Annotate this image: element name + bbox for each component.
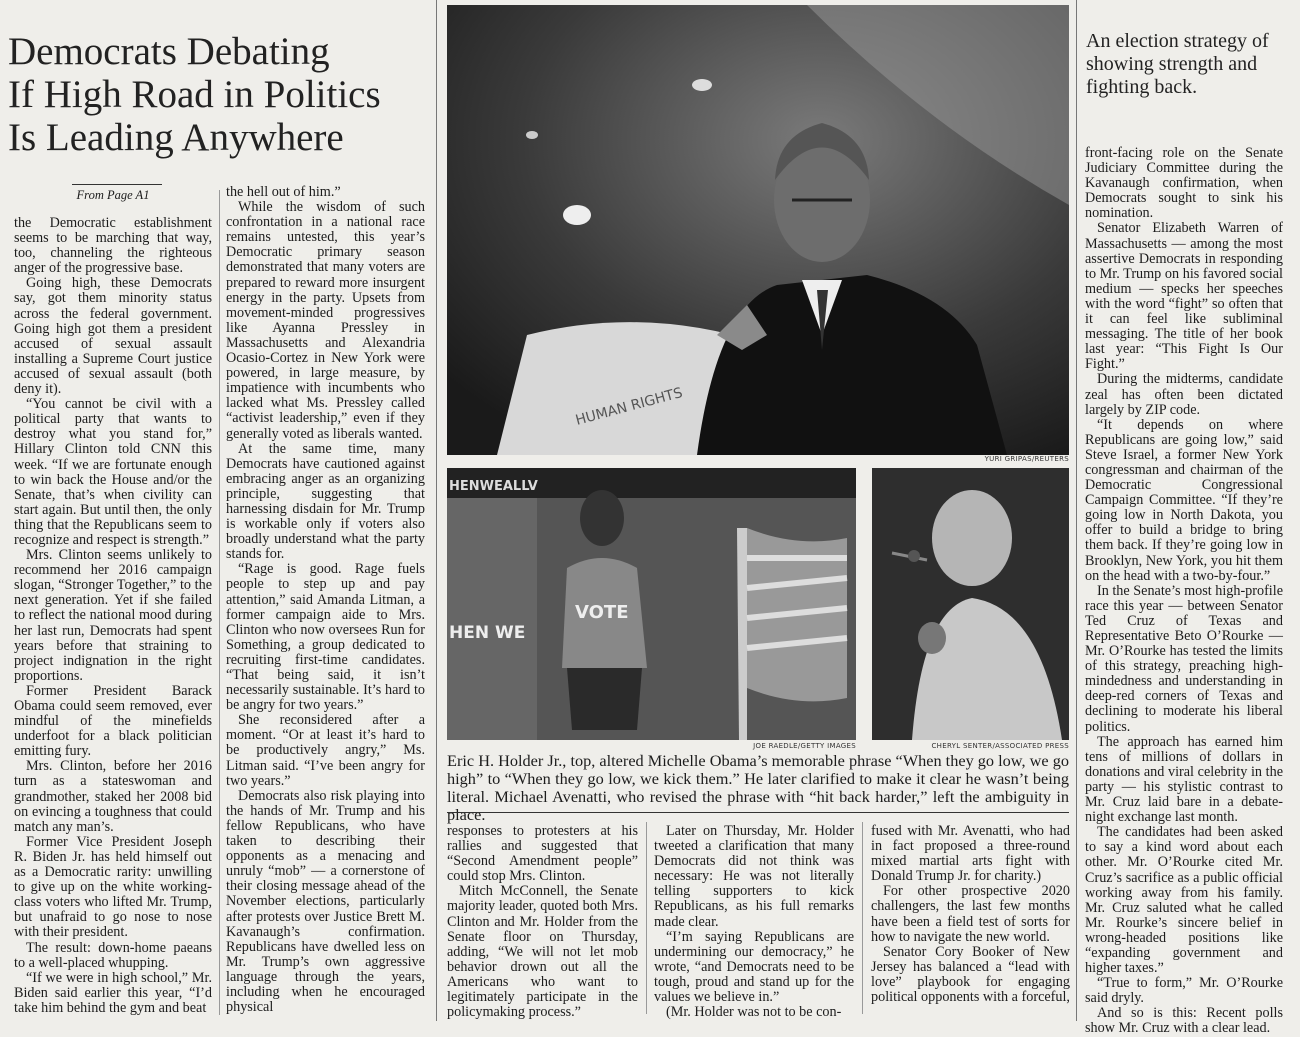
article-paragraph: Democrats also risk playing into the hands of Mr. Trump and his fellow Republicans, who have taken to describing their opponents as a menacing and unruly “mob” — a cornerstone of their closing message ahead of the November elections, particularly after protests over Justice Brett M. Kavanaugh’s confirmation. Republicans have dwelled less on Mr. Trump’s own aggressive language through the years, including when he encouraged physical (226, 787, 425, 1016)
article-paragraph: Former President Barack Obama could seem removed, ever mindful of the minefields underfoot for a black politician emitting fury. (14, 682, 212, 760)
jump-rule (72, 184, 162, 185)
article-paragraph: “Rage is good. Rage fuels people to step up and pay attention,” said Amanda Litman, a former campaign aide to Mrs. Clinton who now oversees Run for Something, a group dedicated to recruiting first-time candidates. “That being said, it isn’t necessarily sustainable. It’s hard to be angry for two years.” (226, 561, 425, 714)
article-paragraph: The result: down-home paeans to a well-placed whupping. (14, 939, 212, 971)
article-paragraph: The approach has earned him tens of millions of dollars in donations and viral celebrity in the party — his stylistic contrast to Mr. Cruz laid bare in a debate-night exchange last month. (1085, 733, 1283, 826)
headline-line: Is Leading Anywhere (8, 116, 344, 159)
article-paragraph: The candidates had been asked to say a kind word about each other. Mr. O’Rourke cited Mr. Cruz’s sacrifice as a public official working away from his family. Mr. Cruz saluted what he called Mr. Rourke’s sincere belief in wrong-headed positions like “expanding government and higher taxes.” (1085, 824, 1283, 977)
article-column-5 (871, 824, 1070, 1016)
photo-avenatti-image (872, 468, 1069, 740)
article-column-6 (1085, 145, 1283, 1037)
article-paragraph: (Mr. Holder was not to be con- (666, 1004, 842, 1021)
photo-holder-image (447, 5, 1069, 455)
jump-label: From Page A1 (76, 188, 150, 202)
headline-line: Democrats Debating (8, 30, 330, 73)
article-paragraph: “It depends on where Republicans are going low,” said Steve Israel, a former New York congressman and chairman of the Democratic Congressional Campaign Committee. “If they’re going low in North Dakota, you offer to build a bridge to bring them back. If they’re going low in Brooklyn, New York, you hit them on the head with a two-by-four.” (1085, 416, 1283, 584)
article-column-1 (14, 216, 212, 1016)
article-paragraph: Mrs. Clinton seems unlikely to recommend her 2016 campaign slogan, “Stronger Together,” to the next generation. Yet if she failed to reflect the national mood during her last run, Democrats had spent years before that straining to project indignation in the right proportions. (14, 547, 212, 684)
article-paragraph: Mrs. Clinton, before her 2016 turn as a stateswoman and grandmother, staked her 2008 bid on evincing a toughness that could match any man’s. (14, 758, 212, 835)
column-rule (646, 822, 647, 1014)
article-paragraph: fused with Mr. Avenatti, who had in fact proposed a three-round mixed martial arts fight with Donald Trump Jr. for charity.) (871, 823, 1070, 885)
article-paragraph: responses to protesters at his rallies and suggested that “Second Amendment people” could stop Mrs. Clinton. (447, 823, 638, 885)
shirt-text: VOTE (575, 602, 629, 623)
column-rule (862, 822, 863, 1014)
photo-obama (447, 468, 856, 740)
article-paragraph: While the wisdom of such confrontation in a national race remains untested, this year’s Democratic primary season demonstrated that many voters are prepared to reward more insurgent energy in the party. Upsets from movement-minded progressives like Ayanna Pressley in Massachusetts and Alexandria Ocasio-Cortez in New York were powered, in large measure, by impatience with incumbents who lacked what Ms. Pressley called “activist leadership,” even if they generally voted as liberals wanted. (226, 199, 425, 442)
headline (8, 30, 428, 159)
column-rule (436, 0, 437, 1021)
article-paragraph: “If we were in high school,” Mr. Biden said earlier this year, “I’d take him behind the gym and beat (14, 969, 212, 1016)
article-paragraph: Senator Elizabeth Warren of Massachusetts — among the most assertive Democrats in responding to Mr. Trump on his favored social medium — specks her speeches with the word “fight” so often that it can feel like subliminal messaging. The title of her book last year: “This Fight Is Our Fight.” (1085, 220, 1283, 373)
banner-text-2: HEN WE (449, 623, 526, 643)
article-paragraph: Later on Thursday, Mr. Holder tweeted a clarification that many Democrats did not think was necessary: He was not literally telling supporters to kick Republicans, as his full remarks made clear. (654, 823, 854, 930)
article-paragraph: For other prospective 2020 challengers, the last few months have been a field test of sorts for how to navigate the new world. (871, 883, 1070, 945)
photo-avenatti (872, 468, 1069, 740)
article-paragraph: “I’m saying Republicans are undermining our democracy,” he wrote, “and Democrats need to be tough, proud and stand up for the values we believe in.” (654, 928, 854, 1006)
article-paragraph: the hell out of him.” (226, 184, 341, 200)
photo-caption: Eric H. Holder Jr., top, altered Michelle Obama’s memorable phrase “When they go low, we go high” to “When they go low, we kick them.” He later clarified to make it clear he wasn’t being literal. Michael Avenatti, who revised the phrase with “hit back harder,” left the ambiguity in place. (447, 751, 1069, 824)
article-paragraph: At the same time, many Democrats have cautioned against embracing anger as an organizing principle, suggesting that harnessing disdain for Mr. Trump is workable only if voters also broadly understand what the party stands for. (226, 440, 425, 563)
article-paragraph: the Democratic establishment seems to be marching that way, too, channeling the righteous anger of the progressive base. (14, 215, 212, 277)
photo-credit: JOE RAEDLE/GETTY IMAGES (753, 742, 856, 750)
article-paragraph: In the Senate’s most high-profile race this year — between Senator Ted Cruz of Texas and Representative Beto O’Rourke — Mr. O’Rourke has tested the limits of this strategy, preaching high-mindedness and understanding in deep-red corners of Texas and declining to moderate his liberal politics. (1085, 582, 1283, 735)
article-paragraph: Mitch McConnell, the Senate majority leader, quoted both Mrs. Clinton and Mr. Holder from the Senate floor on Thursday, adding, “We will not let mob behavior drown out all the Americans who want to legitimately participate in the policymaking process.” (447, 883, 638, 1021)
caption-rule (447, 812, 1069, 813)
article-paragraph: Going high, these Democrats say, got them minority status across the federal government. Going high got them a president accused of sexual assault installing a Supreme Court justice accused of sexual assault (both deny it). (14, 275, 212, 398)
column-rule (219, 190, 220, 1015)
subhead: An election strategy of showing strength and fighting back. (1086, 30, 1269, 98)
column-rule (1076, 0, 1077, 1021)
article-paragraph: “You cannot be civil with a political party that wants to destroy what you stand for,” Hillary Clinton told CNN this week. “If we are fortunate enough to win back the House and/or the Senate, that’s when civility can start again. But until then, the only thing that the Republicans seem to recognize and respect is strength.” (14, 396, 212, 548)
article-paragraph: She reconsidered after a moment. “Or at least it’s hard to be productively angry,” Ms. Litman said. “I’ve been angry for two years.” (226, 712, 425, 789)
photo-obama-image (447, 468, 856, 740)
article-column-3 (447, 823, 638, 1021)
headline-line: If High Road in Politics (8, 73, 381, 116)
article-paragraph: Senator Cory Booker of New Jersey has balanced a “lead with love” playbook for engaging political opponents with a forceful, (871, 943, 1070, 1006)
article-column-2 (226, 185, 425, 1015)
article-paragraph: During the midterms, candidate zeal has often been dictated largely by ZIP code. (1085, 371, 1283, 418)
article-column-4 (654, 823, 854, 1021)
photo-holder (447, 5, 1069, 455)
photo-credit: YURI GRIPAS/REUTERS (984, 455, 1069, 463)
article-paragraph: “True to form,” Mr. O’Rourke said dryly. (1085, 975, 1283, 1007)
article-paragraph: And so is this: Recent polls show Mr. Cruz with a clear lead. (1085, 1005, 1283, 1037)
photo-credit: CHERYL SENTER/ASSOCIATED PRESS (931, 742, 1069, 750)
podium-text: HUMAN RIGHTS (573, 384, 685, 429)
banner-text: HENWEALLV (449, 479, 538, 494)
article-paragraph: front-facing role on the Senate Judiciary Committee during the Kavanaugh confirmation, when Democrats sought to sink his nomination. (1085, 145, 1283, 222)
article-paragraph: Former Vice President Joseph R. Biden Jr. has held himself out as a Democratic rarity: unwilling to give up on the white working-class voters who lifted Mr. Trump, but unafraid to go nose to nose with their president. (14, 833, 212, 941)
